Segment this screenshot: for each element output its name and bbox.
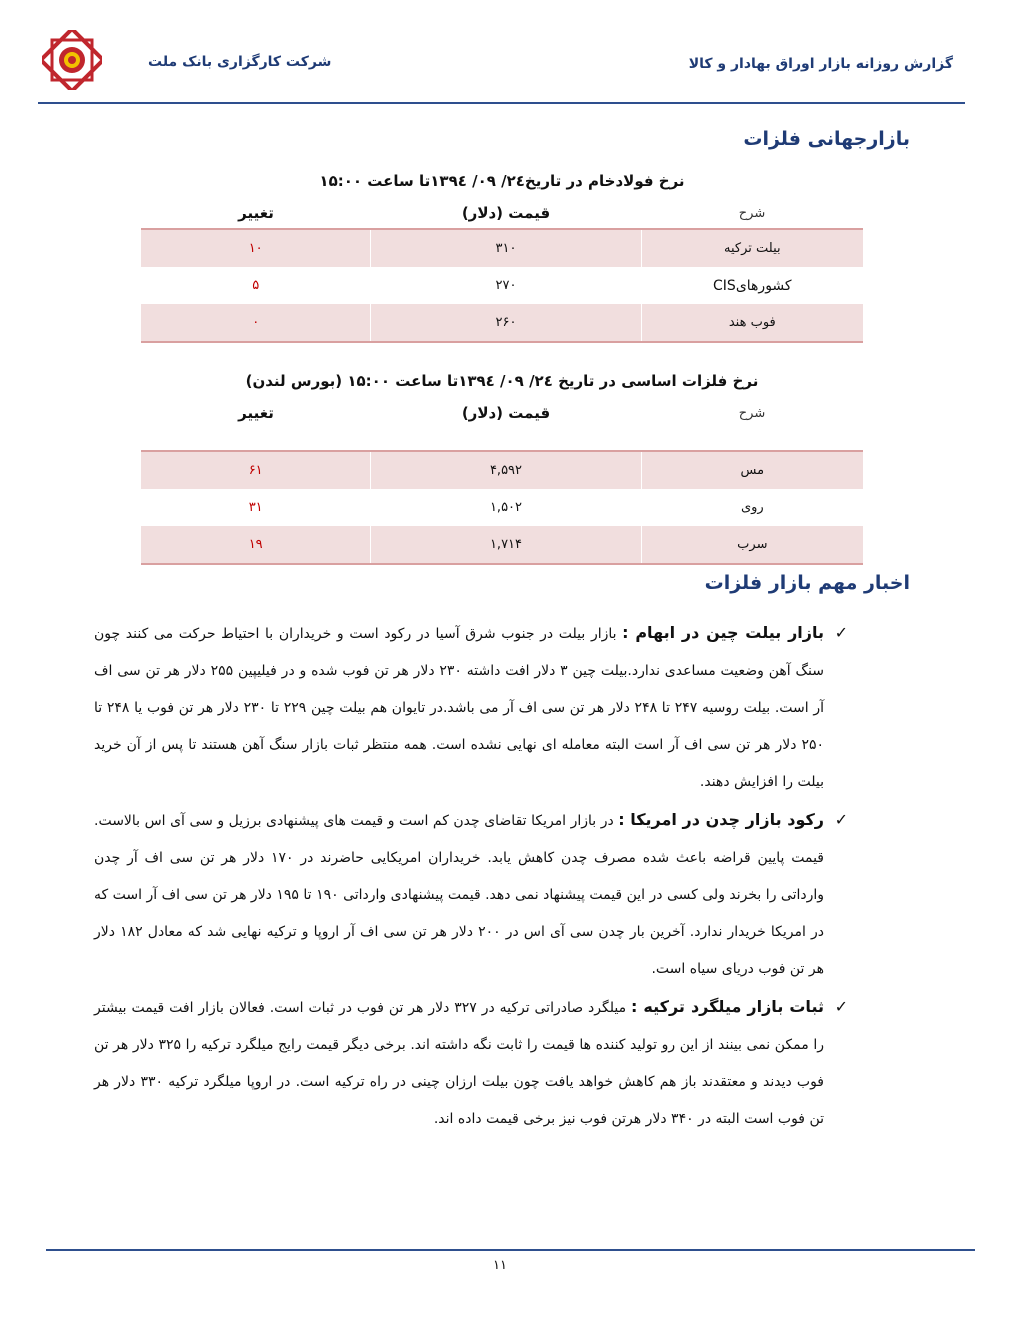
footer-divider [46, 1249, 975, 1251]
table1-header-row [141, 198, 863, 228]
table-row [141, 452, 863, 489]
cell-price: ۳۱۰ [370, 230, 640, 267]
bank-mellat-logo-icon [42, 30, 102, 90]
cell-price: ۲۷۰ [370, 267, 640, 304]
checkmark-icon: ✓ [834, 810, 848, 829]
cell-desc: کشورهایCIS [641, 267, 863, 304]
table-rule [141, 341, 863, 343]
table-row [141, 267, 863, 304]
table1-header-change: تغییر [238, 204, 274, 222]
steel-price-table [141, 198, 863, 343]
table2-header-change: تغییر [238, 404, 274, 422]
page-header [38, 24, 965, 104]
table1-header-price: قیمت (دلار) [461, 204, 551, 222]
cell-price: ۲۶۰ [370, 304, 640, 341]
news-item [94, 614, 848, 801]
news-body: در بازار امریکا تقاضای چدن کم است و قیمت های پیشنهادی برزیل و سی آی اس بالاست. قیمت پایین قراضه باعث شده مصرف چدن کاهش یابد. خریداران امریکایی حاضرند در ۱۷۰ دلار هر تن سی اف آر چدن وارداتی را بخرند ولی کسی در این قیمت پیشنهاد نمی دهد. قیمت پیشنهادی وارداتی ۱۹۰ تا ۱۹۵ دلار هر تن سی اف آر است که در امریکا خریدار ندارد. آخرین بار چدن سی آی اس در ۲۰۰ دلار هر تن سی اف آر اروپا و ترکیه نهایی شد که معادل ۱۸۲ دلار هر تن فوب دریای سیاه است. [94, 813, 825, 977]
cell-price: ۱,۵۰۲ [370, 489, 640, 526]
page-number: ۱۱ [493, 1258, 507, 1273]
cell-desc: فوب هند [641, 304, 863, 341]
news-title: رکود بازار چدن در امریکا : [618, 810, 824, 829]
table1-header-desc: شرح [738, 205, 766, 221]
report-title: گزارش روزانه بازار اوراق بهادار و کالا [688, 56, 953, 72]
checkmark-icon: ✓ [834, 623, 848, 642]
cell-desc: روی [641, 489, 863, 526]
table1-caption: نرخ فولادخام در تاریخ۲٤/ ۰۹/ ۱۳۹٤تا ساعت ۱۵:۰۰ [319, 172, 685, 190]
news-body: میلگرد صادراتی ترکیه در ۳۲۷ دلار هر تن فوب در ثبات است. فعالان بازار افت قیمت بیشتر را ممکن نمی بینند از این رو تولید کننده ها قیمت را ثابت نگه داشته اند. برخی دیگر قیمت رایج میلگرد ترکیه را ۳۲۵ دلار هر تن فوب دیدند و معتقدند باز هم کاهش خواهد یافت چون بیلت ارزان چینی در راه ترکیه است. در اروپا میلگرد ترکیه ۳۳۰ دلار هر تن فوب است البته در ۳۴۰ دلار هرتن فوب نیز برخی قیمت داده اند. [94, 1000, 825, 1127]
news-title: بازار بیلت چین در ابهام : [622, 623, 824, 642]
table-row [141, 489, 863, 526]
cell-change: ۵ [252, 278, 260, 293]
section-title-world-metals: بازارجهانی فلزات [743, 128, 910, 150]
cell-desc: سرب [641, 526, 863, 563]
news-item [94, 988, 848, 1138]
table2-caption: نرخ فلزات اساسی در تاریخ ۲٤/ ۰۹/ ۱۳۹٤تا ساعت ۱۵:۰۰ (بورس لندن) [245, 372, 759, 390]
cell-change: ۳۱ [248, 500, 263, 515]
checkmark-icon: ✓ [834, 997, 848, 1016]
section-title-metals-news: اخبار مهم بازار فلزات [704, 572, 910, 594]
table-row [141, 526, 863, 563]
cell-change: ۶۱ [248, 463, 263, 478]
table-row [141, 230, 863, 267]
table2-header-price: قیمت (دلار) [461, 404, 551, 422]
table-rule [141, 563, 863, 565]
cell-desc: بیلت ترکیه [641, 230, 863, 267]
table2-header-desc: شرح [738, 405, 766, 421]
cell-price: ۱,۷۱۴ [370, 526, 640, 563]
table-row [141, 304, 863, 341]
cell-change: ۱۹ [248, 537, 263, 552]
cell-change: ۰ [252, 315, 260, 330]
news-item [94, 801, 848, 988]
cell-price: ۴,۵۹۲ [370, 452, 640, 489]
news-list [94, 614, 848, 1138]
cell-desc: مس [641, 452, 863, 489]
news-title: ثبات بازار میلگرد ترکیه : [630, 997, 824, 1016]
news-body: بازار بیلت در جنوب شرق آسیا در رکود است و خریداران با احتیاط حرکت می کنند چون سنگ آهن وضعیت مساعدی ندارد.بیلت چین ۳ دلار افت داشته ۲۳۰ دلار هر تن فوب شده و در فیلیپین ۲۵۵ دلار هر تن سی اف آر است. بیلت روسیه ۲۴۷ تا ۲۴۸ دلار هر تن سی اف آر می باشد.در تایوان هم بیلت چین ۲۲۹ تا ۲۳۰ دلار هر تن فوب یا ۲۴۸ تا ۲۵۰ دلار هر تن سی اف آر است البته معامله ای نهایی نشده است. همه منتظر ثبات بازار سنگ آهن هستند تا پس از آن خرید بیلت را افزایش دهند. [94, 626, 825, 790]
header-divider [38, 102, 965, 104]
company-name: شرکت کارگزاری بانک ملت [148, 54, 332, 70]
table2-header-row [141, 398, 863, 428]
base-metals-table [141, 398, 863, 565]
cell-change: ۱۰ [248, 241, 263, 256]
